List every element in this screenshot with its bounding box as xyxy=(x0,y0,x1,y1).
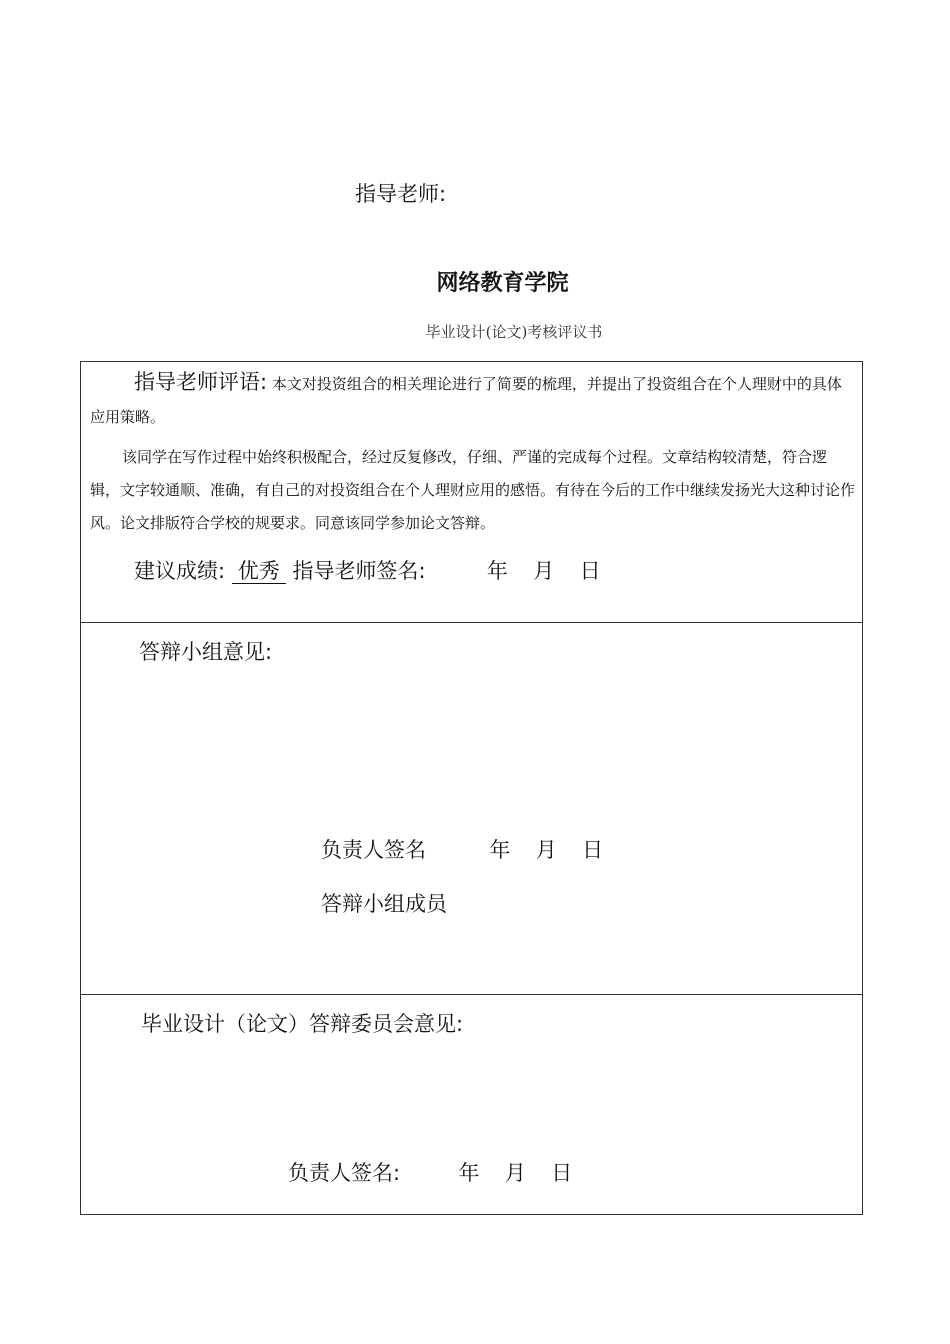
committee-signature-label: 负责人签名: xyxy=(288,1161,401,1185)
form-title: 毕业设计(论文)考核评议书 xyxy=(425,323,603,341)
defense-group-heading: 答辩小组意见: xyxy=(139,640,273,664)
defense-date-day: 日 xyxy=(582,838,604,862)
advisor-review-text-1: 本文对投资组合的相关理论进行了简要的梳理，并提出了投资组合在个人理财中的具体应用策略。 xyxy=(90,375,842,426)
advisor-review-paragraph-1 xyxy=(90,366,856,434)
advisor-signature-label: 指导老师签名: xyxy=(292,559,426,583)
defense-date-year: 年 xyxy=(489,838,511,862)
defense-members-label: 答辩小组成员 xyxy=(321,892,447,916)
advisor-label: 指导老师: xyxy=(355,182,447,206)
defense-group-section xyxy=(81,623,862,995)
committee-heading: 毕业设计（论文）答辩委员会意见: xyxy=(141,1012,464,1036)
committee-date-month: 月 xyxy=(504,1161,526,1185)
grade-line xyxy=(134,555,601,585)
advisor-review-heading: 指导老师评语: xyxy=(134,370,268,394)
grade-label: 建议成绩: xyxy=(134,559,226,583)
school-name: 网络教育学院 xyxy=(436,271,569,296)
committee-date-day: 日 xyxy=(551,1161,573,1185)
advisor-date-year: 年 xyxy=(486,559,508,583)
advisor-review-paragraph-2: 该同学在写作过程中始终积极配合，经过反复修改，仔细、严谨的完成每个过程。文章结构较清楚，符合逻辑，文字较通顺、准确，有自己的对投资组合在个人理财应用的感悟。有待在今后的工作中继续发扬光大这种讨论作风。论文排版符合学校的规要求。同意该同学参加论文答辩。 xyxy=(90,448,856,532)
advisor-date-month: 月 xyxy=(533,559,555,583)
defense-signature-label: 负责人签名 xyxy=(321,838,426,862)
committee-signature-line xyxy=(288,1157,572,1187)
grade-value: 优秀 xyxy=(232,559,286,584)
advisor-review-section xyxy=(81,362,862,623)
defense-date-month: 月 xyxy=(535,838,557,862)
advisor-date-day: 日 xyxy=(579,559,601,583)
committee-date-year: 年 xyxy=(458,1161,480,1185)
defense-signature-line xyxy=(321,834,603,864)
committee-section xyxy=(81,995,862,1214)
evaluation-form-table xyxy=(80,361,863,1215)
